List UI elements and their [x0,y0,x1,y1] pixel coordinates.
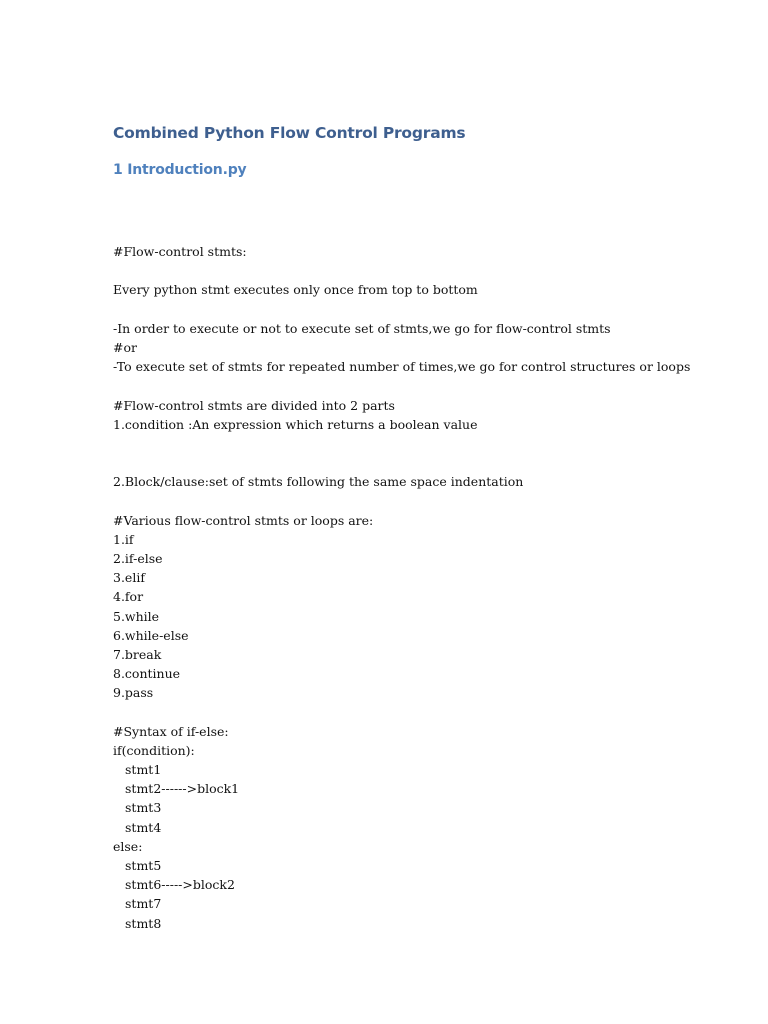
text-line: #Syntax of if-else: [113,723,229,739]
section-heading: 1 Introduction.py [113,162,247,178]
list-item: 9.pass [113,685,154,701]
text-line: #Flow-control stmts are divided into 2 parts [113,397,395,413]
code-line: stmt7 [125,896,162,912]
code-line: stmt5 [125,858,162,873]
document-title: Combined Python Flow Control Programs [113,124,466,142]
blank-line [113,434,690,453]
blank-line [113,491,690,510]
code-line: if(condition): [113,742,195,758]
list-item: 7.break [113,646,162,662]
code-line: else: [113,838,143,854]
code-line: stmt4 [125,819,162,835]
blank-line [113,453,690,472]
text-line: Every python stmt executes only once from top to bottom [113,282,478,298]
blank-line [113,376,690,395]
code-line: stmt8 [125,915,162,931]
blank-line [113,261,690,280]
list-item: 2.if-else [113,551,163,566]
text-line: #or [113,339,137,355]
list-item: 3.elif [113,570,145,586]
list-item: 5.while [113,608,160,624]
text-line: -In order to execute or not to execute set of stmts,we go for flow-control stmts [113,320,611,336]
code-line: stmt1 [125,762,162,778]
list-item: 4.for [113,589,144,605]
code-line: stmt6----->block2 [125,877,235,893]
blank-line [113,300,690,319]
list-item: 1.if [113,531,134,547]
text-line: #Flow-control stmts: [113,244,247,259]
list-item: 8.continue [113,666,181,682]
text-line: 2.Block/clause:set of stmts following the same space indentation [113,474,524,490]
text-line: -To execute set of stmts for repeated number of times,we go for control structures or loops [113,359,691,375]
blank-line [113,703,690,722]
text-line: 1.condition :An expression which returns a boolean value [113,416,478,432]
list-item: 6.while-else [113,627,189,643]
code-line: stmt2------>block1 [125,781,240,797]
document-body [113,242,690,933]
code-line: stmt3 [125,800,162,816]
text-line: #Various flow-control stmts or loops are: [113,512,374,528]
